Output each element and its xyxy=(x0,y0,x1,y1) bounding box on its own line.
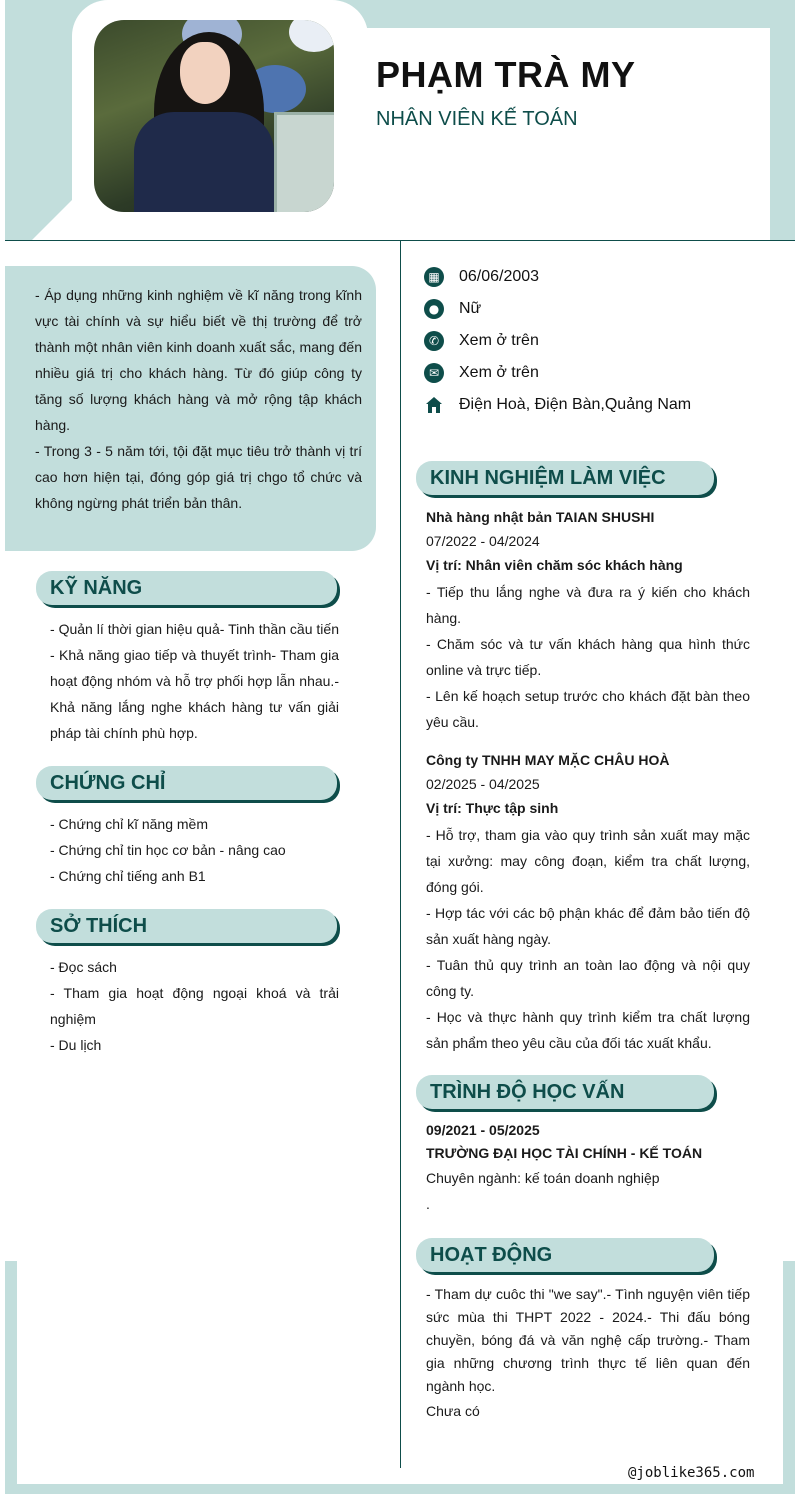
candidate-job-title: NHÂN VIÊN KẾ TOÁN xyxy=(376,108,578,130)
section-title: KINH NGHIỆM LÀM VIỆC xyxy=(430,466,666,489)
section-header-education xyxy=(416,1075,714,1109)
objective-paragraph: - Trong 3 - 5 năm tới, tội đặt mục tiêu trở thành vị trí cao hơn hiện tại, đóng góp giá trị chgo tổ chức và không ngừng phát triển bản thân. xyxy=(35,443,362,511)
contact-value: Điện Hoà, Điện Bàn,Quảng Nam xyxy=(459,396,692,413)
list-item: - Du lịch xyxy=(50,1037,102,1053)
list-item: - Chứng chỉ kĩ năng mềm xyxy=(50,816,208,832)
person-face xyxy=(180,42,230,104)
section-title: HOẠT ĐỘNG xyxy=(430,1243,553,1266)
contact-address xyxy=(424,393,691,417)
section-header-activities xyxy=(416,1238,714,1272)
job-company: Công ty TNHH MAY MẶC CHÂU HOÀ xyxy=(426,752,670,768)
section-title: SỞ THÍCH xyxy=(50,914,148,937)
frame-left-strip xyxy=(5,1261,17,1494)
experience-job xyxy=(426,505,750,735)
mail-icon: ✉ xyxy=(424,363,444,383)
education-period: 09/2021 - 05/2025 xyxy=(426,1122,540,1138)
section-title: KỸ NĂNG xyxy=(50,576,143,599)
contact-value: Xem ở trên xyxy=(459,332,539,349)
contact-value: Xem ở trên xyxy=(459,364,539,381)
section-header-skills xyxy=(36,571,337,605)
candidate-name: PHẠM TRÀ MY xyxy=(376,54,636,95)
home-icon xyxy=(424,395,444,415)
job-position: Vị trí: Thực tập sinh xyxy=(426,800,559,816)
skills-text: - Quản lí thời gian hiệu quả- Tinh thần cầu tiến - Khả năng giao tiếp và thuyết trình- Tham gia hoạt động nhóm và hỗ trợ phối hợp lẫn nhau.- Khả năng lắng nghe khách hàng tư vấn giải pháp tài chính phù hợp. xyxy=(50,621,339,741)
education-entry xyxy=(426,1119,750,1217)
job-duty: - Tuân thủ quy trình an toàn lao động và nội quy công ty. xyxy=(426,957,750,999)
activities-extra: Chưa có xyxy=(426,1403,480,1419)
contact-email xyxy=(424,361,539,385)
objective-paragraph: - Áp dụng những kinh nghiệm về kĩ năng trong kĩnh vực tài chính và sự hiểu biết về thị trường để trở thành một nhân viên kinh doanh xuất sắc, mang đến nhiều giá trị cho khách hàng. Từ đó giúp công ty tăng số lượng khách hàng và mở rộng tập khách hàng. xyxy=(35,287,362,433)
calendar-icon: ▦ xyxy=(424,267,444,287)
activities-text: - Tham dự cuôc thi "we say".- Tình nguyện viên tiếp sức mùa thi THPT 2022 - 2024.- Thi đấu bóng chuyền, bóng đá và văn nghệ cấp trường.- Tham gia những chương trình thực tế liên quan đến ngành học. xyxy=(426,1286,750,1394)
list-item: - Chứng chỉ tin học cơ bản - nâng cao xyxy=(50,842,286,858)
phone-icon: ✆ xyxy=(424,331,444,351)
education-note: . xyxy=(426,1196,430,1212)
list-item: - Tham gia hoạt động ngoại khoá và trải nghiệm xyxy=(50,985,339,1027)
photo-frame-tail xyxy=(32,196,76,240)
job-period: 02/2025 - 04/2025 xyxy=(426,776,540,792)
section-title: CHỨNG CHỈ xyxy=(50,771,166,794)
section-title: TRÌNH ĐỘ HỌC VẤN xyxy=(430,1080,625,1103)
activities-entry xyxy=(426,1283,750,1424)
contact-value: 06/06/2003 xyxy=(459,268,540,285)
job-duty: - Lên kế hoạch setup trước cho khách đặt bàn theo yêu cầu. xyxy=(426,688,750,730)
frame-right-strip xyxy=(783,1261,795,1494)
section-header-experience xyxy=(416,461,714,495)
lantern-decoration xyxy=(289,20,334,52)
contact-gender xyxy=(424,297,481,321)
person-body xyxy=(134,112,274,212)
contact-value: Nữ xyxy=(459,300,482,317)
profile-photo xyxy=(94,20,334,212)
job-company: Nhà hàng nhật bản TAIAN SHUSHI xyxy=(426,509,655,525)
watermark: @joblike365.com xyxy=(628,1465,755,1481)
education-major: Chuyên ngành: kế toán doanh nghiệp xyxy=(426,1170,660,1186)
column-divider xyxy=(400,241,401,1468)
job-duty: - Tiếp thu lắng nghe và đưa ra ý kiến cho khách hàng. xyxy=(426,584,750,626)
job-duty: - Chăm sóc và tư vấn khách hàng qua hình thức online và trực tiếp. xyxy=(426,636,750,678)
user-icon: ● xyxy=(424,299,444,319)
experience-job xyxy=(426,748,750,1056)
education-school: TRƯỜNG ĐẠI HỌC TÀI CHÍNH - KẾ TOÁN xyxy=(426,1145,703,1161)
contact-phone xyxy=(424,329,539,353)
job-duty: - Hỗ trợ, tham gia vào quy trình sản xuất may mặc tại xưởng: may công đoạn, kiểm tra chất lượng, đóng gói. xyxy=(426,827,750,895)
list-item: - Chứng chỉ tiếng anh B1 xyxy=(50,868,206,884)
section-header-certificates xyxy=(36,766,337,800)
job-period: 07/2022 - 04/2024 xyxy=(426,533,540,549)
job-position: Vị trí: Nhân viên chăm sóc khách hàng xyxy=(426,557,683,573)
career-objective xyxy=(5,266,376,551)
job-duty: - Hợp tác với các bộ phận khác để đảm bảo tiến độ sản xuất hàng ngày. xyxy=(426,905,750,947)
hobbies-list xyxy=(50,954,339,1058)
list-item: - Đọc sách xyxy=(50,959,117,975)
certificates-list xyxy=(50,811,339,889)
contact-birthday xyxy=(424,265,539,289)
background-sign xyxy=(274,112,334,212)
section-header-hobbies xyxy=(36,909,337,943)
frame-bottom-strip xyxy=(5,1484,795,1494)
job-duty: - Học và thực hành quy trình kiểm tra chất lượng sản phẩm theo yêu cầu của đối tác xuất khẩu. xyxy=(426,1009,750,1051)
